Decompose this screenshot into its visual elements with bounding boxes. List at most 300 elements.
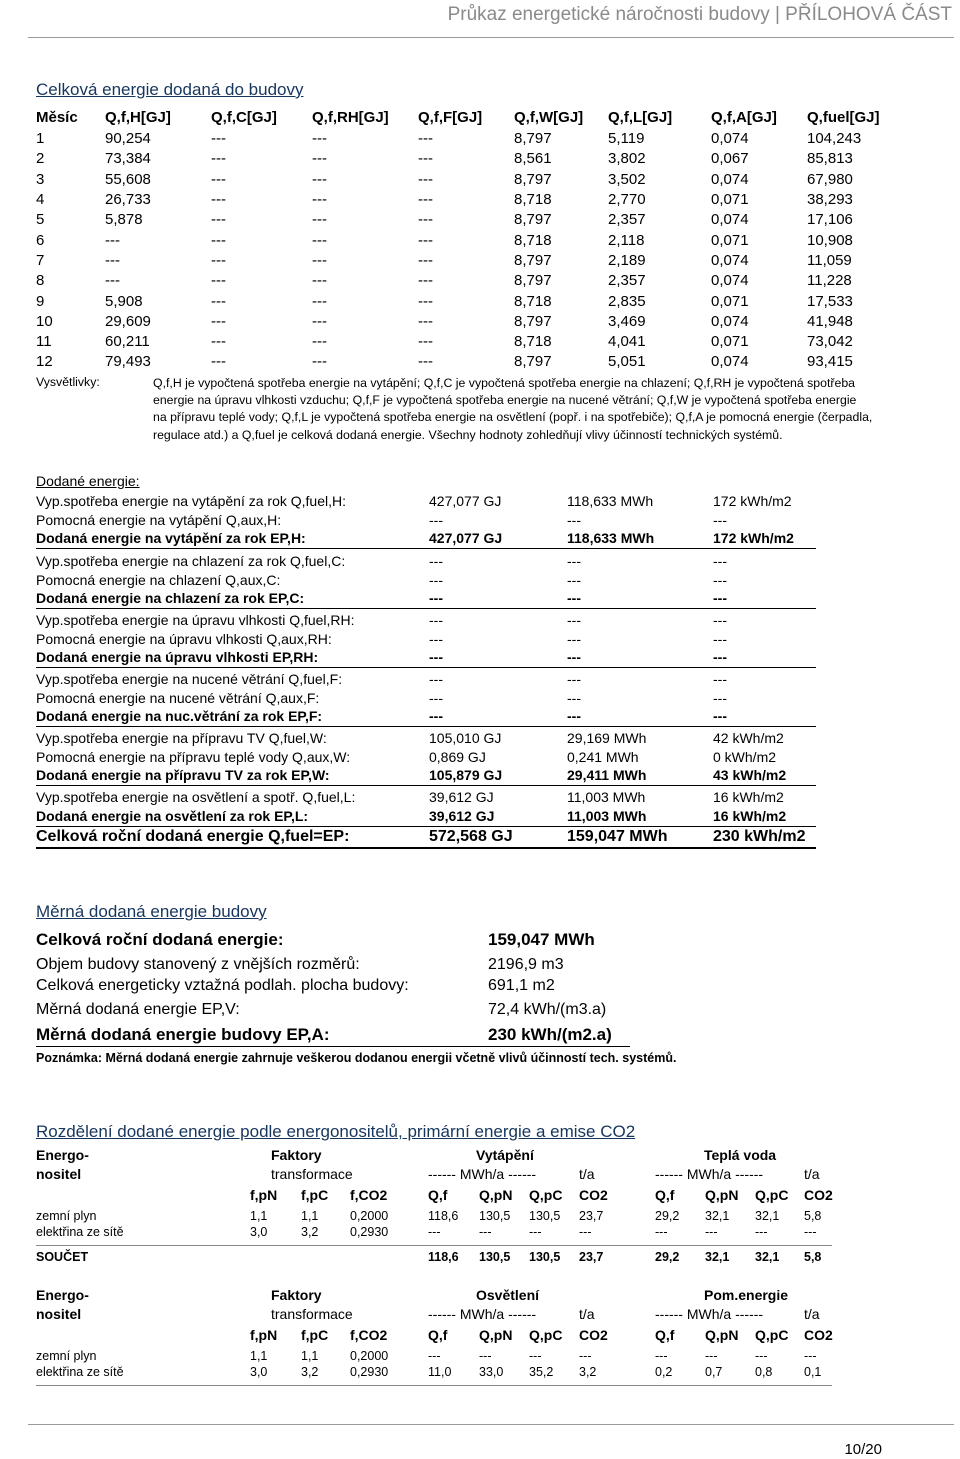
table-cell: ---: [105, 251, 120, 269]
group-underline: [36, 667, 816, 668]
table-cell: 60,211: [105, 333, 150, 351]
unit-label: ------ MWh/a ------: [655, 1166, 764, 1182]
table-cell: 93,415: [807, 353, 853, 371]
group-underline: [36, 548, 816, 549]
column-header: f,CO2: [350, 1327, 388, 1343]
table-row: [36, 190, 887, 210]
table-cell: 5,908: [105, 292, 143, 310]
table-header-row: [36, 107, 887, 129]
energy-gj: ---: [429, 553, 443, 569]
total-underline: [36, 847, 816, 849]
column-header: Q,f: [655, 1187, 675, 1203]
table-cell: ---: [211, 150, 226, 168]
table-cell: ---: [312, 251, 327, 269]
table-cell: 2,770: [608, 191, 646, 209]
table-cell: 8,797: [514, 251, 552, 269]
table-cell: ---: [312, 353, 327, 371]
header-divider: [28, 37, 954, 38]
table-cell: 8,718: [514, 231, 552, 249]
column-header: CO2: [579, 1327, 608, 1343]
delivered-energy-title: Dodané energie:: [36, 473, 140, 489]
transform-label: transformace: [271, 1166, 353, 1182]
energy-gj: 105,010 GJ: [429, 730, 502, 746]
table-cell: 2,189: [608, 251, 646, 269]
table-cell: ---: [312, 170, 327, 188]
table-cell: 73,042: [807, 333, 853, 351]
table-cell: 0,071: [711, 231, 749, 249]
group-underline: [36, 608, 816, 609]
table-cell: 8: [36, 272, 45, 290]
table-cell: 11,059: [807, 251, 852, 269]
table-cell: ---: [312, 130, 327, 148]
table-cell: 2,118: [608, 231, 645, 249]
section-title-specific-energy: Měrná dodaná energie budovy: [36, 902, 267, 921]
explanation-label: Vysvětlivky:: [36, 375, 100, 389]
table-cell: 0,074: [711, 353, 749, 371]
energy-mwh: 29,411 MWh: [567, 767, 647, 783]
dist-value: 33,0: [479, 1365, 504, 1379]
column-header: f,pN: [250, 1327, 278, 1343]
dist-value: 1,1: [301, 1349, 319, 1363]
energy-label: Dodaná energie na přípravu TV za rok EP,W:: [36, 767, 330, 783]
energy-gj: ---: [429, 708, 443, 724]
column-header: Q,f,C[GJ]: [211, 109, 277, 126]
table-cell: ---: [418, 211, 433, 229]
energy-kwh: ---: [713, 671, 727, 687]
monthly-energy-table: [36, 107, 887, 373]
column-header: Q,f,A[GJ]: [711, 109, 777, 126]
dist-value: 3,2: [301, 1225, 319, 1239]
unit-label: t/a: [579, 1166, 595, 1182]
dist-value: 3,0: [250, 1365, 268, 1379]
table-cell: ---: [418, 170, 433, 188]
table-cell: ---: [312, 272, 327, 290]
energy-gj: ---: [429, 511, 443, 528]
unit-label: ------ MWh/a ------: [428, 1306, 537, 1322]
energy-gj: 39,612 GJ: [429, 789, 494, 805]
energy-label: Pomocná energie na chlazení Q,aux,C:: [36, 571, 281, 588]
energy-gj: 427,077 GJ: [429, 530, 503, 546]
sum-value: 23,7: [579, 1250, 604, 1264]
energy-label: Vyp.spotřeba energie na vytápění za rok Q,fuel,H:: [36, 493, 346, 509]
table-cell: 11,228: [807, 272, 852, 290]
table-cell: 90,254: [105, 130, 151, 148]
table-cell: 3: [36, 170, 45, 188]
energy-mwh: ---: [567, 511, 581, 528]
energy-gj: ---: [429, 612, 443, 628]
table-cell: ---: [105, 272, 120, 290]
energy-gj: 0,869 GJ: [429, 748, 486, 765]
dist-value: 3,0: [250, 1225, 268, 1239]
carrier-name: elektřina ze sítě: [36, 1225, 124, 1239]
ep-v-value: 72,4 kWh/(m3.a): [488, 1001, 607, 1018]
dist-value: ---: [705, 1349, 718, 1363]
dist-value: ---: [529, 1349, 542, 1363]
energy-label: Vyp.spotřeba energie na přípravu TV Q,fuel,W:: [36, 730, 327, 746]
divider: [36, 1046, 630, 1047]
table-row: [36, 170, 887, 190]
dist-value: ---: [529, 1225, 542, 1239]
column-header: Q,fuel[GJ]: [807, 109, 880, 126]
table-cell: 85,813: [807, 150, 853, 168]
total-energy-label: Celková roční dodaná energie:: [36, 930, 284, 949]
total-energy-value: 159,047 MWh: [488, 930, 595, 949]
table-cell: ---: [211, 312, 226, 330]
table-cell: 73,384: [105, 150, 151, 168]
dist-value: ---: [428, 1225, 441, 1239]
energy-gj: ---: [429, 590, 443, 606]
table-cell: 5,878: [105, 211, 143, 229]
dist-value: ---: [755, 1349, 768, 1363]
energy-label: Vyp.spotřeba energie na chlazení za rok Q,fuel,C:: [36, 553, 346, 569]
table-cell: 67,980: [807, 170, 853, 188]
dist-value: ---: [579, 1225, 592, 1239]
carrier-label: nositel: [36, 1166, 82, 1182]
energy-kwh: 42 kWh/m2: [713, 730, 784, 746]
table-cell: ---: [211, 333, 226, 351]
ep-a-label: Měrná dodaná energie budovy EP,A:: [36, 1025, 330, 1044]
energy-kwh: 172 kWh/m2: [713, 493, 792, 509]
energy-gj: 39,612 GJ: [429, 807, 495, 824]
table-cell: 0,071: [711, 292, 749, 310]
table-cell: 2,357: [608, 272, 646, 290]
table-cell: 3,469: [608, 312, 646, 330]
energy-mwh: ---: [567, 612, 581, 628]
dist-value: 130,5: [479, 1209, 511, 1223]
table-row: [36, 230, 887, 250]
explanation-text: Q,f,H je vypočtená spotřeba energie na vytápění; Q,f,C je vypočtená spotřeba energie na chlazení; Q,f,RH je vypočtená spotřeba energie na úpravu vlhkosti vzduchu; Q,f,F je vypočtená spotřeba energie na nucené větrání; Q,f,W je vypočtená spotřeba energie na přípravu teplé vody; Q,f,L je vypočtená spotřeba energie na osvětlení (popř. i na spotřebiče); Q,f,A je pomocná energie (čerpadla, regulace atd.) a Q,fuel je celková dodaná energie. Všechny hodnoty zohledňují vlivy účinností technických systémů.: [153, 376, 873, 442]
energy-label: Vyp.spotřeba energie na osvětlení a spotř. Q,fuel,L:: [36, 789, 356, 805]
dist-value: ---: [804, 1225, 817, 1239]
table-cell: ---: [418, 353, 433, 371]
table-cell: ---: [105, 231, 120, 249]
table-cell: 4,041: [608, 333, 646, 351]
column-header: Q,f: [428, 1327, 448, 1343]
table-cell: ---: [211, 170, 226, 188]
table-cell: ---: [211, 251, 226, 269]
table-cell: ---: [211, 353, 226, 371]
group-label: Teplá voda: [704, 1147, 777, 1163]
energy-kwh: 43 kWh/m2: [713, 767, 787, 783]
energy-kwh: ---: [713, 689, 727, 706]
sum-value: 118,6: [428, 1250, 459, 1264]
column-header: Q,f,F[GJ]: [418, 109, 483, 126]
energy-gj: ---: [429, 671, 443, 687]
column-header: Q,pC: [529, 1327, 563, 1343]
table-cell: ---: [312, 150, 327, 168]
dist-value: 32,1: [705, 1209, 730, 1223]
table-cell: 41,948: [807, 312, 853, 330]
table-cell: 1: [36, 130, 45, 148]
table-cell: ---: [211, 191, 226, 209]
table-cell: ---: [211, 272, 226, 290]
table-cell: ---: [312, 191, 327, 209]
dist-value: 32,1: [755, 1209, 780, 1223]
energy-kwh: 172 kWh/m2: [713, 530, 794, 546]
table-cell: 8,797: [514, 353, 552, 371]
carrier-label: nositel: [36, 1306, 82, 1322]
unit-label: t/a: [804, 1306, 820, 1322]
ep-a-value: 230 kWh/(m2.a): [488, 1025, 612, 1044]
dist-value: ---: [804, 1349, 817, 1363]
energy-kwh: ---: [713, 708, 727, 724]
energy-mwh: 118,633 MWh: [567, 493, 654, 509]
column-header: CO2: [804, 1327, 833, 1343]
energy-gj: ---: [429, 571, 443, 588]
dist-value: 0,2: [655, 1365, 673, 1379]
carrier-label: Energo-: [36, 1287, 89, 1303]
volume-value: 2196,9 m3: [488, 956, 564, 973]
dist-value: ---: [655, 1225, 668, 1239]
energy-kwh: ---: [713, 590, 727, 606]
dist-value: ---: [428, 1349, 441, 1363]
dist-value: 23,7: [579, 1209, 604, 1223]
table-cell: ---: [312, 292, 327, 310]
table-row: [36, 251, 887, 271]
table-cell: 0,074: [711, 130, 749, 148]
column-header: f,CO2: [350, 1187, 388, 1203]
table-cell: 8,718: [514, 191, 552, 209]
group-underline: [36, 826, 816, 827]
table-row: [36, 149, 887, 169]
total-mwh: 159,047 MWh: [567, 828, 668, 845]
column-header: f,pC: [301, 1327, 329, 1343]
column-header: Q,pN: [705, 1327, 739, 1343]
carrier-name: elektřina ze sítě: [36, 1365, 124, 1379]
energy-gj: ---: [429, 630, 443, 647]
table-cell: 4: [36, 191, 45, 209]
energy-label: Vyp.spotřeba energie na nucené větrání Q,fuel,F:: [36, 671, 343, 687]
energy-kwh: 16 kWh/m2: [713, 789, 784, 805]
table-cell: 8,797: [514, 170, 552, 188]
group-underline: [36, 726, 816, 727]
energy-label: Pomocná energie na úpravu vlhkosti Q,aux,RH:: [36, 630, 332, 647]
unit-label: ------ MWh/a ------: [428, 1166, 537, 1182]
energy-label: Dodaná energie na osvětlení za rok EP,L:: [36, 807, 309, 824]
table-cell: ---: [211, 211, 226, 229]
column-header: Q,pC: [755, 1187, 789, 1203]
table-divider: [36, 1385, 832, 1386]
energy-mwh: 29,169 MWh: [567, 730, 647, 746]
dist-value: 11,0: [428, 1365, 452, 1379]
table-cell: ---: [211, 292, 226, 310]
dist-value: ---: [479, 1225, 492, 1239]
area-label: Celková energeticky vztažná podlah. plocha budovy:: [36, 977, 409, 994]
dist-value: 0,7: [705, 1365, 723, 1379]
total-gj: 572,568 GJ: [429, 828, 513, 845]
dist-value: 0,1: [804, 1365, 822, 1379]
table-cell: 0,071: [711, 191, 749, 209]
dist-value: 1,1: [250, 1349, 268, 1363]
table-cell: 2,835: [608, 292, 646, 310]
carrier-label: Energo-: [36, 1147, 89, 1163]
energy-label: Pomocná energie na přípravu teplé vody Q,aux,W:: [36, 748, 351, 765]
energy-mwh: 0,241 MWh: [567, 748, 639, 765]
energy-mwh: ---: [567, 553, 581, 569]
energy-kwh: ---: [713, 553, 727, 569]
group-label: Osvětlení: [476, 1287, 540, 1303]
table-row: [36, 129, 887, 149]
unit-label: t/a: [804, 1166, 820, 1182]
energy-label: Dodaná energie na vytápění za rok EP,H:: [36, 530, 306, 546]
column-header: Q,pN: [479, 1327, 513, 1343]
table-cell: 8,718: [514, 333, 552, 351]
dist-value: ---: [705, 1225, 718, 1239]
table-cell: 8,797: [514, 312, 552, 330]
energy-mwh: 11,003 MWh: [567, 807, 647, 824]
table-cell: 10,908: [807, 231, 853, 249]
table-cell: ---: [418, 333, 433, 351]
table-divider: [36, 1245, 832, 1246]
table-cell: 8,797: [514, 272, 552, 290]
table-cell: 8,797: [514, 130, 552, 148]
column-header: CO2: [804, 1187, 833, 1203]
table-cell: 0,074: [711, 272, 749, 290]
dist-value: ---: [579, 1349, 592, 1363]
dist-value: 0,2000: [350, 1349, 389, 1363]
table-cell: 0,074: [711, 251, 749, 269]
table-row: [36, 332, 887, 352]
section-title-distribution: Rozdělení dodané energie podle energonositelů, primární energie a emise CO2: [36, 1122, 636, 1141]
dist-value: 0,2930: [350, 1365, 389, 1379]
table-row: [36, 352, 887, 372]
dist-value: 5,8: [804, 1209, 822, 1223]
energy-kwh: ---: [713, 649, 727, 665]
table-cell: 8,797: [514, 211, 552, 229]
page-number: 10/20: [844, 1441, 882, 1458]
table-cell: 0,074: [711, 312, 749, 330]
energy-label: Vyp.spotřeba energie na úpravu vlhkosti Q,fuel,RH:: [36, 612, 355, 628]
energy-gj: ---: [429, 689, 443, 706]
energy-label: Dodaná energie na úpravu vlhkosti EP,RH:: [36, 649, 319, 665]
table-cell: ---: [211, 231, 226, 249]
dist-value: 29,2: [655, 1209, 680, 1223]
total-label: Celková roční dodaná energie Q,fuel=EP:: [36, 828, 350, 845]
table-cell: 104,243: [807, 130, 862, 148]
energy-gj: 427,077 GJ: [429, 493, 502, 509]
carrier-name: zemní plyn: [36, 1209, 97, 1223]
table-cell: 38,293: [807, 191, 853, 209]
table-cell: ---: [418, 231, 433, 249]
table-cell: 8,561: [514, 150, 552, 168]
energy-label: Pomocná energie na nucené větrání Q,aux,F:: [36, 689, 320, 706]
energy-kwh: ---: [713, 511, 727, 528]
dist-value: ---: [479, 1349, 492, 1363]
column-header: Q,pN: [705, 1187, 739, 1203]
energy-mwh: ---: [567, 649, 581, 665]
carrier-name: zemní plyn: [36, 1349, 97, 1363]
energy-kwh: ---: [713, 630, 727, 647]
column-header: Q,f,W[GJ]: [514, 109, 584, 126]
column-header: Q,f,L[GJ]: [608, 109, 673, 126]
ep-v-label: Měrná dodaná energie EP,V:: [36, 1001, 240, 1018]
table-cell: 79,493: [105, 353, 151, 371]
dist-value: 118,6: [428, 1209, 459, 1223]
column-header: Měsíc: [36, 109, 78, 126]
area-value: 691,1 m2: [488, 977, 555, 994]
sum-value: 32,1: [705, 1250, 730, 1264]
column-header: Q,pN: [479, 1187, 513, 1203]
table-cell: 6: [36, 231, 45, 249]
energy-kwh: 0 kWh/m2: [713, 748, 777, 765]
specific-energy-note: Poznámka: Měrná dodaná energie zahrnuje veškerou dodanou energii včetně vlivů účinností tech. systémů.: [36, 1051, 677, 1065]
table-cell: 0,074: [711, 211, 749, 229]
energy-mwh: ---: [567, 630, 581, 647]
total-kwh: 230 kWh/m2: [713, 828, 806, 845]
group-underline: [36, 785, 816, 786]
table-row: [36, 271, 887, 291]
table-cell: ---: [312, 211, 327, 229]
table-cell: 0,067: [711, 150, 749, 168]
group-label: Pom.energie: [704, 1287, 789, 1303]
energy-mwh: 11,003 MWh: [567, 789, 646, 805]
dist-value: 3,2: [301, 1365, 319, 1379]
table-cell: ---: [418, 272, 433, 290]
table-cell: ---: [418, 130, 433, 148]
energy-gj: 105,879 GJ: [429, 767, 503, 783]
column-header: CO2: [579, 1187, 608, 1203]
sum-value: 29,2: [655, 1250, 680, 1264]
factors-label: Faktory: [271, 1287, 322, 1303]
column-header: Q,f,H[GJ]: [105, 109, 171, 126]
table-cell: 3,802: [608, 150, 646, 168]
dist-value: 1,1: [301, 1209, 319, 1223]
table-cell: ---: [418, 191, 433, 209]
table-cell: 17,533: [807, 292, 853, 310]
table-row: [36, 210, 887, 230]
table-cell: 2: [36, 150, 45, 168]
table-cell: 8,718: [514, 292, 552, 310]
dist-value: 0,8: [755, 1365, 773, 1379]
table-cell: 26,733: [105, 191, 151, 209]
column-header: Q,pC: [755, 1327, 789, 1343]
table-cell: ---: [312, 312, 327, 330]
table-cell: 0,074: [711, 170, 749, 188]
table-cell: ---: [418, 251, 433, 269]
footer-divider: [28, 1424, 954, 1425]
table-cell: 5,051: [608, 353, 646, 371]
table-cell: ---: [418, 150, 433, 168]
dist-value: 0,2000: [350, 1209, 389, 1223]
column-header: Q,f,RH[GJ]: [312, 109, 389, 126]
unit-label: ------ MWh/a ------: [655, 1306, 764, 1322]
table-cell: 29,609: [105, 312, 151, 330]
table-cell: ---: [312, 231, 327, 249]
table-cell: ---: [211, 130, 226, 148]
table-cell: ---: [312, 333, 327, 351]
column-header: Q,f: [655, 1327, 675, 1343]
dist-value: 130,5: [529, 1209, 561, 1223]
table-cell: 11: [36, 333, 52, 351]
sum-value: 32,1: [755, 1250, 780, 1264]
energy-mwh: ---: [567, 671, 581, 687]
energy-kwh: ---: [713, 571, 727, 588]
sum-label: SOUČET: [36, 1250, 89, 1264]
dist-value: 0,2930: [350, 1225, 389, 1239]
table-row: [36, 312, 887, 332]
dist-value: 3,2: [579, 1365, 597, 1379]
unit-label: t/a: [579, 1306, 595, 1322]
section-title-delivered-energy: Celková energie dodaná do budovy: [36, 80, 304, 99]
column-header: Q,pC: [529, 1187, 563, 1203]
column-header: Q,f: [428, 1187, 448, 1203]
table-cell: 3,502: [608, 170, 646, 188]
energy-gj: ---: [429, 649, 443, 665]
table-cell: ---: [418, 292, 433, 310]
energy-label: Dodaná energie na nuc.větrání za rok EP,F:: [36, 708, 323, 724]
transform-label: transformace: [271, 1306, 353, 1322]
table-cell: 2,357: [608, 211, 646, 229]
